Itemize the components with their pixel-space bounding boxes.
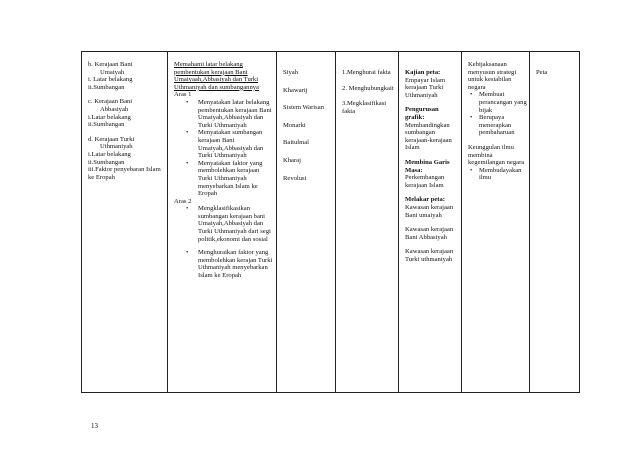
topic-b-item: ii.Sumbangan [88,83,125,91]
topic-c-item: i.Latar belakang [88,113,131,121]
topic-c-heading-cont: Abbasiyah [100,105,129,113]
syllabus-table [81,51,580,393]
topic-d-item: ii.Sumbangan [88,158,125,166]
skill-item: 1.Menghurai fakta [342,69,391,76]
topic-d-item: i.Latar belakang [88,150,131,158]
topic-d-heading-cont: Uthmaniyah [100,143,133,151]
melakar-item: Kawasan kerajaan Turki uthmaniyah [405,248,454,263]
aras2-list [174,205,274,279]
list-item: • Mengklasifikasikan sumbangan kerajaan bani Umaiyah,Abbasiyah dan Turki Uthmaniyah dari segi politik,ekonomi dan sosial [186,205,274,243]
list-item: • Menyatakan sumbangan kerajaan Bani Umaiyah,Abbasiyah dan Turki Uthmaniyah [186,129,274,159]
list-item: • Menyatakan faktor yang membolehkan kerajaan Turki Uthmaniyah menyebarkan Islam ke Eropah [186,160,274,198]
skill-item: 3.Megklasifikasi fakta [342,100,387,115]
values-list-2 [468,167,527,182]
term: Revolusi [283,174,307,182]
page-number: 13 [91,422,98,430]
skills-cell [336,52,399,393]
outcome-intro: Memahami latar belakang pembentukan kerajaan Bani Umaiyaah,Abbasiyah dan Turki Uthmaniyah dan sumbangannya [174,61,259,91]
aras2-label: Aras 2 [174,197,192,205]
aras1-label: Aras 1 [174,91,192,99]
garis-title: Membina Garis Masa: [405,158,450,174]
kajian-title: Kajian peta: [405,69,441,76]
topic-c-item: ii.Sumbangan [88,121,125,129]
resource-text: Peta [536,69,548,76]
topic-b-item: i. Latar belakang [88,76,133,84]
term: Monarki [283,121,306,129]
term: Sistem Warisan [283,104,324,112]
term: Kharaj [283,156,301,164]
terms-cell [277,52,336,393]
list-item: • Membuat perancangan yang bijak [470,91,527,114]
topic-cell [82,52,168,393]
resource-cell [530,52,580,393]
values-list [468,91,527,137]
list-item: • Berupaya menerapkan pembaharuan [470,114,527,137]
values-intro: Kebijaksanaan menyusun strategi untuk kestabilan negara [468,61,517,91]
garis-text: Perkembangan kerajaan Islam [405,174,445,189]
melakar-title: Melakar peta: [405,196,445,204]
topic-b-heading: b. Kerajaan Bani [88,61,133,68]
term: Baitulmal [283,139,310,147]
topic-d-heading: d. Kerajaan Turki [88,135,135,143]
table-row [82,52,580,393]
outcome-cell [168,52,277,393]
skill-item: 2. Menghubungkait [342,84,394,92]
topic-d-item: iii.Faktor penyebaran Islam ke Eropah [88,166,161,181]
list-item: • Membudayakan ilmu [470,167,527,182]
melakar-item: Kawasan kerajaan Bani Abbasiyah [405,226,454,241]
term: Khawarij [283,86,308,94]
grafik-title: Pengurusan grafik: [405,106,439,121]
values-cell [462,52,530,393]
topic-c-heading: c. Kerajaan Bani [88,98,133,106]
values-mid: Keunggulan ilmu membina kegemilangan negara [468,143,525,167]
list-item: • Menghuraikan faktor yang membolehkan kerajan Turki Uthmaniyah menyebarkan Islam ke Eropah [186,249,274,279]
activity-cell [399,52,462,393]
grafik-text: Membandingkan sumbangan kerajaan-kerajaan Islam [405,121,452,152]
melakar-item: Kawasan kerajaan Bani umaiyah [405,203,454,219]
kajian-text: Empayar Islam kerajaan Turki Uthmaniyah [405,76,446,99]
term: Siyah [283,69,299,76]
list-item: • Menyatakan latar belakang pembentukan kerajaan Bani Umaiyah,Abbasiyah dan Turki Uthmaniyah [186,99,274,129]
topic-b-heading-cont: Umaiyah [100,68,125,76]
aras1-list [174,99,274,198]
